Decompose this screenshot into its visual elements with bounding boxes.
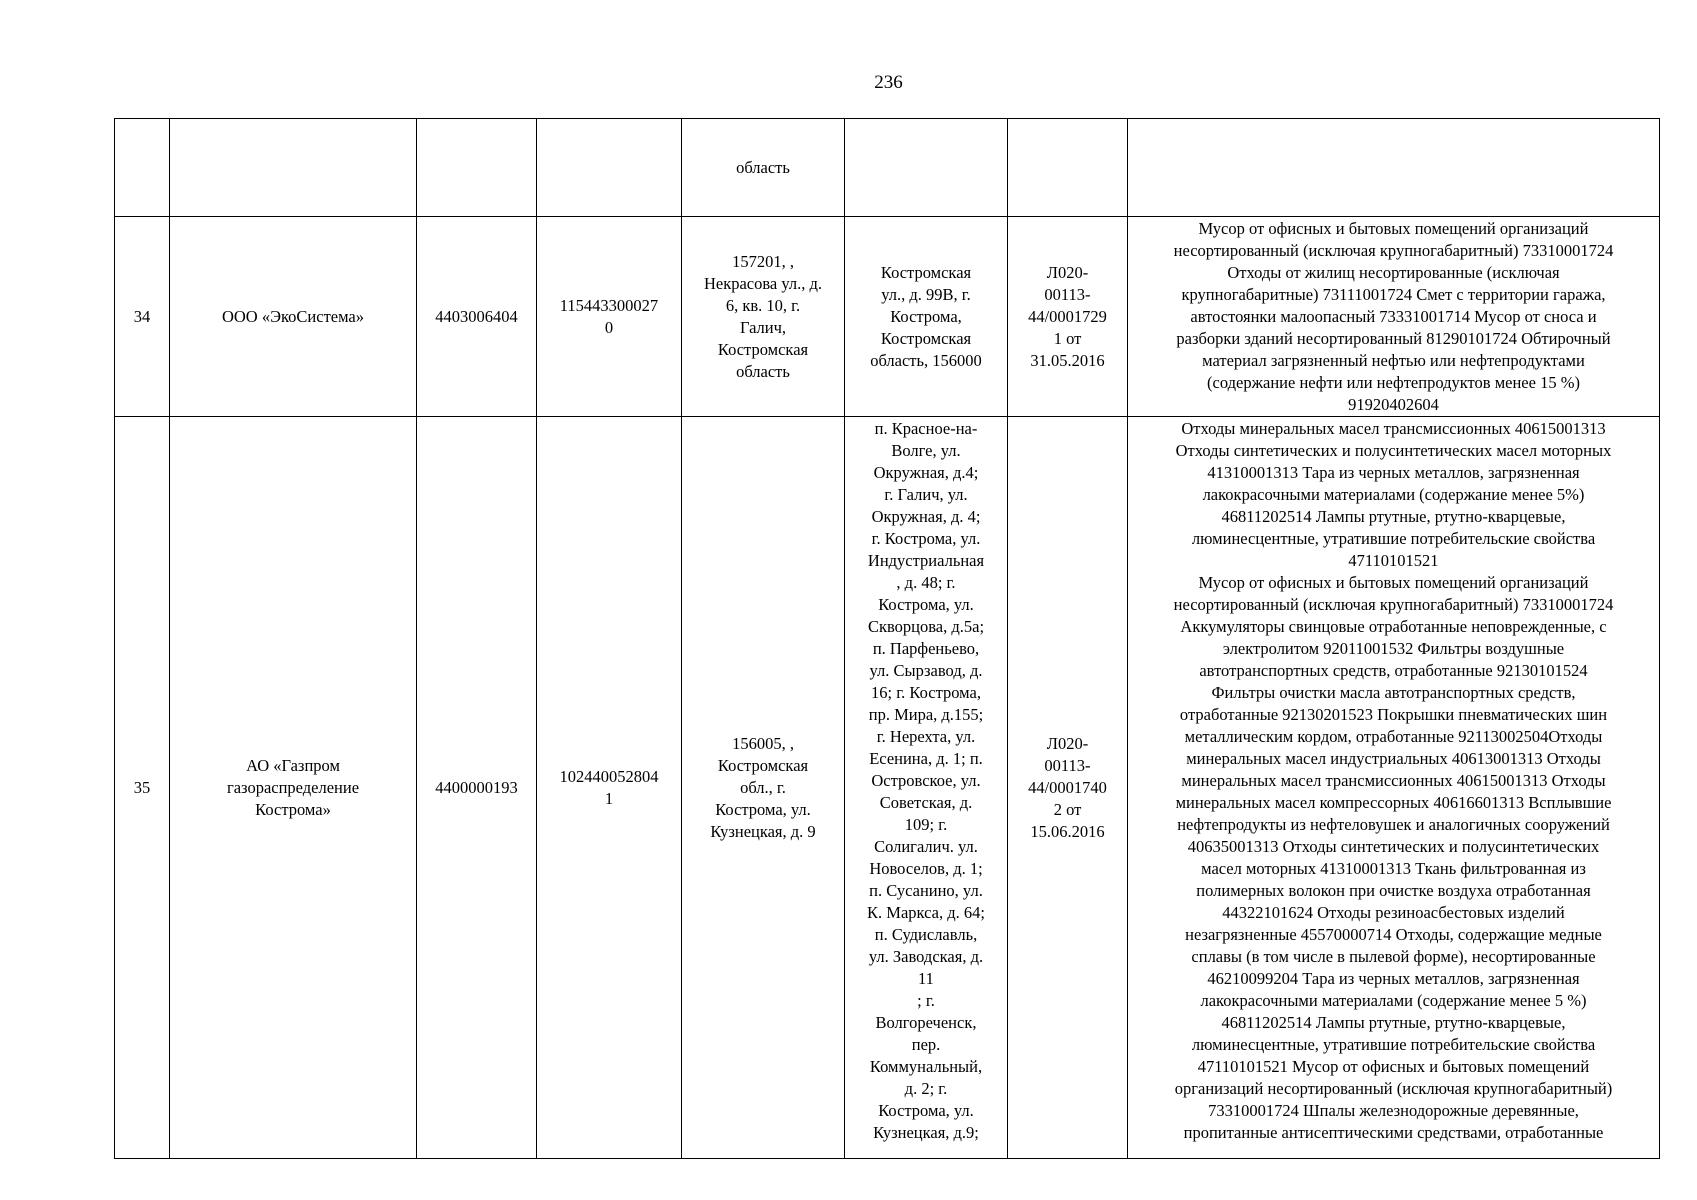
legal-address-line: 6, кв. 10, г.: [725, 295, 801, 315]
waste-types-line: отработанные 92130201523 Покрышки пневматических шин: [1179, 704, 1608, 724]
activity-site-line: Коммунальный,: [869, 1056, 983, 1076]
ogrn-cell: [537, 217, 682, 417]
activity-site-line: Кузнецкая, д.9;: [873, 1122, 979, 1142]
activity-site-line: г. Нерехта, ул.: [876, 726, 976, 746]
waste-types-line: разборки зданий несортированный 81290101724 Обтирочный: [1176, 328, 1611, 348]
activity-site-line: ; г.: [917, 990, 935, 1010]
waste-types-line: лакокрасочными материалами (содержание менее 5 %): [1200, 990, 1587, 1010]
waste-types-line: масел моторных 41310001313 Ткань фильтрованная из: [1201, 858, 1586, 878]
waste-types-line: несортированный (исключая крупногабаритный) 73310001724: [1173, 240, 1614, 260]
license-line: 2 от: [1053, 799, 1082, 819]
table-row: [115, 417, 1660, 1159]
ogrn-cell: [537, 119, 682, 217]
activity-site-line: п. Судиславль,: [874, 924, 978, 944]
waste-types-line: Отходы минеральных масел трансмиссионных 40615001313: [1181, 418, 1606, 438]
organization-name-line: ООО «ЭкоСистема»: [221, 306, 365, 326]
activity-site-cell: [845, 217, 1008, 417]
activity-site-line: п. Красное-на-: [874, 418, 978, 438]
activity-site-line: 16; г. Кострома,: [871, 682, 981, 702]
activity-site-line: Островское, ул.: [871, 770, 981, 790]
activity-site-line: Костромская: [880, 328, 972, 348]
waste-types-cell: [1128, 119, 1660, 217]
inn-cell: [417, 417, 537, 1159]
waste-types-line: люминесцентные, утратившие потребительские свойства: [1191, 1034, 1596, 1054]
activity-site-line: область, 156000: [870, 350, 982, 370]
license-line: 15.06.2016: [1030, 821, 1105, 841]
activity-site-line: ул. Заводская, д.: [868, 946, 984, 966]
waste-types-line: несортированный (исключая крупногабаритный) 73310001724: [1173, 594, 1614, 614]
activity-site-line: Кострома, ул.: [878, 594, 974, 614]
waste-types-line: Мусор от офисных и бытовых помещений организаций: [1198, 218, 1589, 238]
activity-site-line: Кострома, ул.: [878, 1100, 974, 1120]
row-number-text: 35: [133, 777, 151, 797]
ogrn-line: 0: [604, 317, 614, 337]
waste-types-line: минеральных масел компрессорных 40616601313 Всплывшие: [1175, 792, 1612, 812]
registry-table: [114, 118, 1660, 1159]
waste-types-line: материал загрязненный нефтью или нефтепродуктами: [1202, 350, 1585, 370]
activity-site-line: Индустриальная: [867, 550, 985, 570]
activity-site-line: г. Кострома, ул.: [871, 528, 981, 548]
waste-types-line: автостоянки малоопасный 73331001714 Мусор от сноса и: [1190, 306, 1597, 326]
inn-text: 4400000193: [435, 777, 518, 797]
legal-address-line: Кострома, ул.: [715, 799, 811, 819]
organization-name-cell: [170, 417, 417, 1159]
waste-types-line: лакокрасочными материалами (содержание менее 5%): [1202, 484, 1585, 504]
waste-types-line: люминесцентные, утратившие потребительские свойства: [1191, 528, 1596, 548]
organization-name-cell: [170, 119, 417, 217]
legal-address-line: Костромская: [717, 339, 809, 359]
legal-address-line: область: [736, 157, 790, 177]
legal-address-line: 157201, ,: [732, 251, 794, 271]
license-line: 31.05.2016: [1030, 350, 1105, 370]
license-line: 00113-: [1044, 284, 1091, 304]
license-cell: [1008, 417, 1128, 1159]
ogrn-line: 1: [604, 788, 614, 808]
inn-text: 4403006404: [435, 306, 518, 326]
activity-site-line: Волге, ул.: [891, 440, 961, 460]
waste-types-line: Отходы синтетических и полусинтетических масел моторных: [1175, 440, 1612, 460]
waste-types-line: 41310001313 Тара из черных металлов, загрязненная: [1207, 462, 1580, 482]
activity-site-line: д. 2; г.: [904, 1078, 948, 1098]
inn-cell: [417, 217, 537, 417]
waste-types-line: автотранспортных средств, отработанные 92130101524: [1199, 660, 1588, 680]
legal-address-line: Галич,: [739, 317, 787, 337]
activity-site-line: К. Маркса, д. 64;: [867, 902, 985, 922]
activity-site-line: Советская, д.: [879, 792, 973, 812]
waste-types-line: минеральных масел индустриальных 40613001313 Отходы: [1186, 748, 1601, 768]
legal-address-line: обл., г.: [740, 777, 786, 797]
waste-types-line: Аккумуляторы свинцовые отработанные неповрежденные, с: [1180, 616, 1607, 636]
activity-site-line: пер.: [911, 1034, 941, 1054]
license-line: 44/0001729: [1028, 306, 1107, 326]
activity-site-line: Костромская: [880, 262, 972, 282]
license-line: 1 от: [1053, 328, 1082, 348]
waste-types-cell: [1128, 217, 1660, 417]
waste-types-line: крупногабаритные) 73111001724 Смет с территории гаража,: [1181, 284, 1606, 304]
activity-site-line: 109; г.: [904, 814, 948, 834]
organization-name-line: Кострома»: [255, 799, 331, 819]
activity-site-line: п. Парфеньево,: [872, 638, 980, 658]
legal-address-line: Костромская: [717, 755, 809, 775]
legal-address-line: Некрасова ул., д.: [703, 273, 823, 293]
activity-site-line: ул. Сырзавод, д.: [869, 660, 983, 680]
legal-address-cell: [682, 217, 845, 417]
row-number-cell: [115, 119, 170, 217]
table-row: [115, 217, 1660, 417]
ogrn-line: 115443300027: [559, 295, 659, 315]
waste-types-line: незагрязненные 45570000714 Отходы, содержащие медные: [1185, 924, 1602, 944]
waste-types-line: сплавы (в том числе в пылевой форме), несортированные: [1191, 946, 1596, 966]
activity-site-line: пр. Мира, д.155;: [868, 704, 984, 724]
waste-types-line: Отходы от жилищ несортированные (исключая: [1227, 262, 1560, 282]
legal-address-line: Кузнецкая, д. 9: [710, 821, 816, 841]
waste-types-line: 40635001313 Отходы синтетических и полусинтетических: [1187, 836, 1600, 856]
legal-address-cell: [682, 119, 845, 217]
waste-types-line: Мусор от офисных и бытовых помещений организаций: [1198, 572, 1589, 592]
waste-types-line: минеральных масел трансмиссионных 40615001313 Отходы: [1181, 770, 1606, 790]
activity-site-line: Новоселов, д. 1;: [869, 858, 983, 878]
inn-cell: [417, 119, 537, 217]
waste-types-line: 47110101521: [1348, 550, 1439, 570]
legal-address-cell: [682, 417, 845, 1159]
waste-types-line: Фильтры очистки масла автотранспортных средств,: [1211, 682, 1576, 702]
organization-name-line: газораспределение: [226, 777, 360, 797]
activity-site-line: г. Галич, ул.: [884, 484, 968, 504]
legal-address-line: 156005, ,: [732, 733, 794, 753]
organization-name-line: АО «Газпром: [246, 755, 340, 775]
waste-types-line: 46811202514 Лампы ртутные, ртутно-кварцевые,: [1221, 506, 1566, 526]
ogrn-cell: [537, 417, 682, 1159]
activity-site-line: Окружная, д.4;: [873, 462, 979, 482]
activity-site-line: 11: [918, 968, 934, 988]
page-number: 236: [874, 72, 903, 93]
waste-types-line: электролитом 92011001532 Фильтры воздушные: [1222, 638, 1565, 658]
activity-site-cell: [845, 119, 1008, 217]
waste-types-line: нефтепродукты из нефтеловушек и аналогичных сооружений: [1177, 814, 1610, 834]
license-cell: [1008, 217, 1128, 417]
license-line: 44/0001740: [1028, 777, 1107, 797]
row-number-cell: [115, 417, 170, 1159]
legal-address-line: область: [736, 361, 790, 381]
waste-types-line: пропитанные антисептическими средствами, отработанные: [1183, 1122, 1604, 1142]
activity-site-line: , д. 48; г.: [896, 572, 956, 592]
license-line: 00113-: [1044, 755, 1091, 775]
waste-types-line: организаций несортированный (исключая крупногабаритный): [1174, 1078, 1613, 1098]
waste-types-line: (содержание нефти или нефтепродуктов менее 15 %): [1207, 372, 1580, 392]
ogrn-line: 102440052804: [559, 766, 659, 786]
waste-types-line: полимерных волокон при очистке воздуха отработанная: [1196, 880, 1591, 900]
waste-types-line: 46210099204 Тара из черных металлов, загрязненная: [1207, 968, 1580, 988]
activity-site-line: Кострома,: [890, 306, 962, 326]
activity-site-line: Скворцова, д.5а;: [867, 616, 985, 636]
waste-types-line: 91920402604: [1348, 394, 1439, 414]
waste-types-line: 73310001724 Шпалы железнодорожные деревянные,: [1208, 1100, 1579, 1120]
waste-types-line: 46811202514 Лампы ртутные, ртутно-кварцевые,: [1221, 1012, 1566, 1032]
row-number-text: 34: [133, 306, 151, 326]
activity-site-line: Волгореченск,: [875, 1012, 977, 1032]
license-line: Л020-: [1046, 262, 1089, 282]
waste-types-cell: [1128, 417, 1660, 1159]
license-cell: [1008, 119, 1128, 217]
license-line: Л020-: [1046, 733, 1089, 753]
waste-types-line: 44322101624 Отходы резиноасбестовых изделий: [1222, 902, 1565, 922]
waste-types-line: металлическим кордом, отработанные 92113002504Отходы: [1184, 726, 1603, 746]
organization-name-cell: [170, 217, 417, 417]
activity-site-line: ул., д. 99В, г.: [881, 284, 971, 304]
row-number-cell: [115, 217, 170, 417]
waste-types-line: 47110101521 Мусор от офисных и бытовых помещений: [1197, 1056, 1590, 1076]
activity-site-cell: [845, 417, 1008, 1159]
activity-site-line: п. Сусанино, ул.: [869, 880, 983, 900]
activity-site-line: Солигалич. ул.: [874, 836, 978, 856]
activity-site-line: Окружная, д. 4;: [871, 506, 981, 526]
table-row: [115, 119, 1660, 217]
activity-site-line: Есенина, д. 1; п.: [869, 748, 983, 768]
